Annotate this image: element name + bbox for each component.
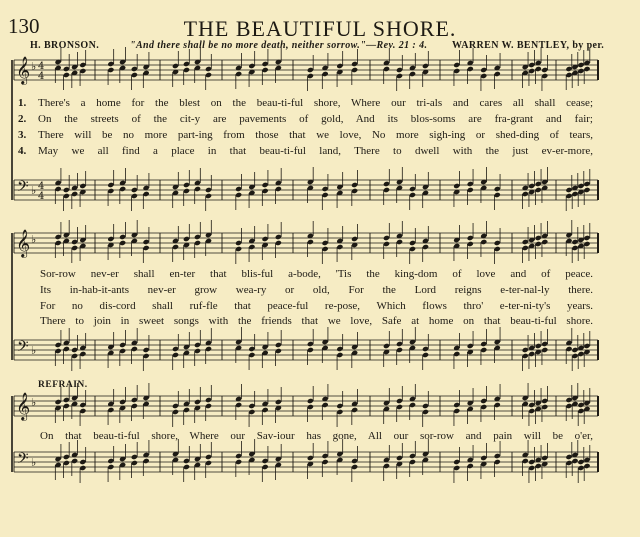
- verse-3-line-2: For no dis-cord shall ruf-fle that peace-ful re-pose, Which flows thro' e-ter-ni-ty's years.: [40, 300, 593, 312]
- time-signature-top: 4: [38, 61, 45, 72]
- key-signature-flat: ♭: [31, 184, 37, 197]
- verse-1-line-2: Sor-row nev-er shall en-ter that blis-ful a-bode, 'Tis the king-dom of love and of peace.: [40, 268, 593, 280]
- verse-4-line-2: There to join in sweet songs with the friends that we love, Safe at home on that beau-ti-ful shore.: [40, 315, 593, 327]
- page-number: 130: [8, 14, 40, 38]
- treble-clef: 𝄞: [16, 229, 31, 257]
- time-signature-top: 4: [38, 181, 45, 192]
- key-signature-flat: ♭: [31, 60, 37, 73]
- verse-2-line-1: 2. On the streets of the cit-y are pavements of gold, And its blos-soms are fra-grant and fair;: [18, 113, 593, 125]
- time-signature-bottom: 4: [38, 71, 45, 82]
- bass-clef: 𝄢: [17, 450, 29, 471]
- bass-clef: 𝄢: [17, 178, 29, 199]
- refrain-label: REFRAIN.: [38, 380, 88, 390]
- treble-clef: 𝄞: [16, 56, 31, 84]
- verse-1-line-1: 1. There's a home for the blest on the beau-ti-ful shore, Where our tri-als and cares all shall cease;: [18, 97, 593, 109]
- composer-credit: H. BRONSON.: [30, 40, 100, 51]
- key-signature-flat: ♭: [31, 344, 37, 357]
- treble-clef: 𝄞: [16, 392, 31, 420]
- key-signature-flat: ♭: [31, 396, 37, 409]
- verse-4-line-1: 4. May we all find a place in that beau-ti-ful land, There to dwell with the just ev-er-more,: [18, 145, 593, 157]
- key-signature-flat: ♭: [31, 456, 37, 469]
- verse-3-line-1: 3. There will be no more part-ing from those that we love, No more sigh-ing or shed-ding of tears,: [18, 129, 593, 141]
- hymn-title: THE BEAUTIFUL SHORE.: [183, 16, 457, 41]
- refrain-lyrics: On that beau-ti-ful shore, Where our Sav-iour has gone, All our sor-row and pain will be o'er,: [40, 430, 593, 442]
- scripture-reference: "And there shall be no more death, neither sorrow."—Rev. 21 : 4.: [130, 40, 428, 51]
- bass-clef: 𝄢: [17, 338, 29, 359]
- key-signature-flat: ♭: [31, 233, 37, 246]
- author-credit: WARREN W. BENTLEY, by per.: [452, 40, 605, 51]
- verse-2-line-2: Its in-hab-it-ants nev-er grow wea-ry or old, For the Lord reigns e-ter-nal-ly there.: [40, 284, 593, 296]
- time-signature-bottom: 4: [38, 191, 45, 202]
